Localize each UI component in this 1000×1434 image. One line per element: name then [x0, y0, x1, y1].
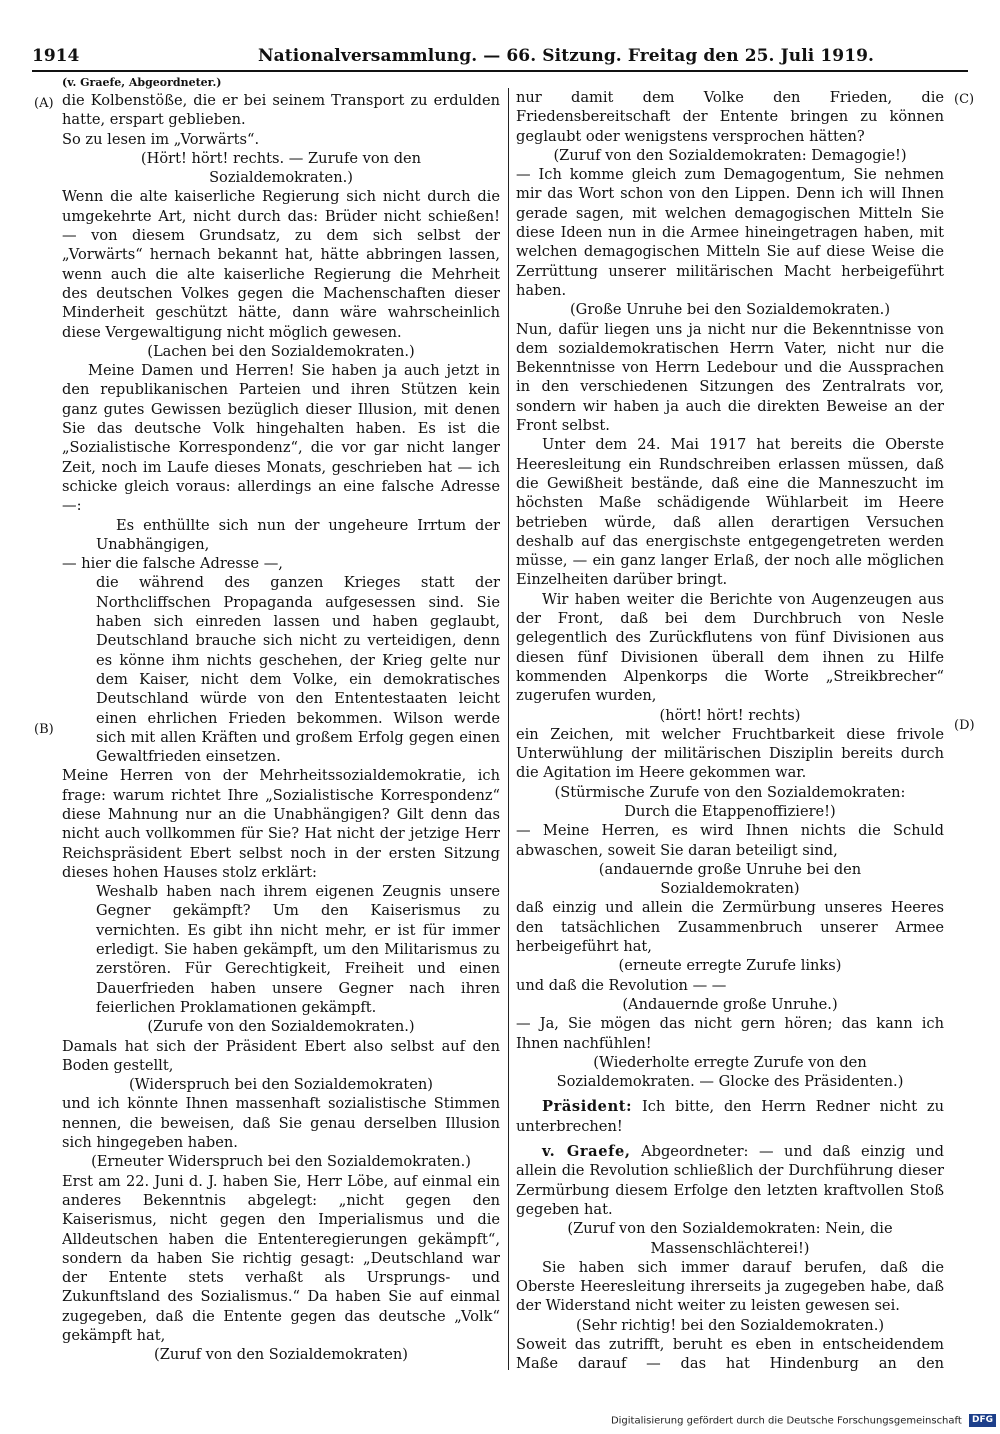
paragraph: Meine Damen und Herren! Sie haben ja auch jetzt in den republikanischen Parteien und ihren Stützen kein ganz gutes Gewissen bezüglich dieser Illusion, mit denen Sie das deutsche Volk hingehalten haben. Es ist die „Sozialistische Korrespondenz“, die vor gar nicht langer Zeit, noch im Laufe dieses Monats, geschrieben hat — ich schicke gleich voraus: allerdings an eine falsche Adresse —: [62, 362, 500, 515]
page-number: 1914 [32, 46, 80, 66]
interjection: (Wiederholte erregte Zurufe von den Sozialdemokraten. — Glocke des Präsidenten.) [556, 1053, 904, 1091]
paragraph: So zu lesen im „Vorwärts“. [62, 130, 260, 148]
right-paragraphs [516, 88, 944, 1376]
paragraph: — Ja, Sie mögen das nicht gern hören; das kann ich Ihnen nachfühlen! [516, 1015, 944, 1052]
interjection: (Zuruf von den Sozialdemokraten: Demagogie!) [553, 146, 907, 164]
interjection: (hört! hört! rechts) [659, 706, 801, 724]
speaker-paragraph [516, 1097, 944, 1136]
speaker-paragraph [516, 1142, 944, 1219]
paragraph: und daß die Revolution — — [516, 976, 727, 994]
paragraph: — Ich komme gleich zum Demagogentum, Sie nehmen mir das Wort schon von den Lippen. Denn ich will Ihnen gerade sagen, mit welchen demagogischen Mitteln Sie diese Ideen nun in die Armee hineingetragen haben, mit welchen demagogischen Mitteln Sie auf diese Weise die Zerrüttung unserer militärischen Macht herbeigeführt haben. [516, 166, 944, 299]
interjection: (Sehr richtig! bei den Sozialdemokraten.) [575, 1316, 885, 1334]
interjection: (Große Unruhe bei den Sozialdemokraten.) [569, 301, 891, 319]
paragraph: Meine Herren von der Mehrheitssozialdemokratie, ich frage: warum richtet Ihre „Sozialistische Korrespondenz“ diese Mahnung nur an die Unabhängigen? Gilt denn das nicht auch vollkommen für Sie? Hat nicht der jetzige Herr Reichspräsident Ebert selbst noch in der ersten Sitzung dieses hohen Hauses stolz erklärt: [62, 767, 500, 881]
right-column [516, 88, 944, 1376]
paragraph: Wenn die alte kaiserliche Regierung sich nicht durch die umgekehrte Art, nicht durch das: Brüder nicht schießen! — von diesem Grundsatz, zu dem sich selbst der „Vorwärts“ hernach bekannt hat, hätte abbringen lassen, wenn auch die alte kaiserliche Regierung die Mehrheit des deutschen Volkes gegen die Machenschaften dieser Minderheit geschützt hätte, dann wäre wahrscheinlich diese Vergewaltigung nicht möglich gewesen. [62, 188, 500, 341]
paragraph: daß einzig und allein die Zermürbung unseres Heeres den tatsächlichen Zusammenbruch unserer Armee herbeigeführt hat, [516, 899, 944, 956]
quotation: die während des ganzen Krieges statt der Northcliffschen Propaganda aufgesessen sind. Sie haben sich einreden lassen und haben geglaubt, Deutschland brauche sich nicht zu verteidigen, denn es könne ihm nichts geschehen, der Krieg gelte nur dem Kaiser, nicht dem Volke, ein demokratisches Deutschland würde von den Ententestaaten leicht einen ehrlichen Frieden bekommen. Wilson werde sich mit allen Kräften und großem Erfolg gegen einen Gewaltfrieden einsetzen. [96, 574, 500, 766]
speaker-name: v. Graefe, [542, 1143, 631, 1161]
margin-mark-b: (B) [34, 722, 54, 737]
paragraph: die Kolbenstöße, die er bei seinem Transport zu erdulden hatte, erspart geblieben. [62, 92, 500, 129]
margin-mark-a: (A) [34, 96, 54, 111]
margin-mark-c: (C) [954, 92, 975, 107]
interjection: (Erneuter Widerspruch bei den Sozialdemokraten.) [91, 1153, 471, 1171]
interjection: (Lachen bei den Sozialdemokraten.) [147, 342, 415, 360]
interjection: (erneute erregte Zurufe links) [618, 957, 842, 975]
quotation: Weshalb haben nach ihrem eigenen Zeugnis unsere Gegner gekämpft? Um den Kaiserismus zu vernichten. Es gibt ihn nicht mehr, er ist für immer erledigt. Sie haben gekämpft, um den Militarismus zu zerstören. Für Gerechtigkeit, Freiheit und einen Dauerfrieden haben unsere Gegner nach ihren feierlichen Proklamationen gekämpft. [96, 883, 500, 1016]
speaker-name: Präsident: [542, 1098, 633, 1116]
paragraph: Damals hat sich der Präsident Ebert also selbst auf den Boden gestellt, [62, 1037, 500, 1074]
footer [606, 1414, 996, 1430]
speaker-text: Ich bitte, den Herrn Redner nicht zu unterbrechen! [516, 1098, 944, 1135]
interjection: (Andauernde große Unruhe.) [622, 995, 838, 1013]
paragraph: nur damit dem Volke den Frieden, die Friedensbereitschaft der Entente bringen zu können geglaubt oder wenigstens versprochen hätten? [516, 89, 944, 145]
paragraph: ein Zeichen, mit welcher Fruchtbarkeit diese frivole Unterwühlung der militärischen Disziplin bereits durch die Agitation im Heere gekommen war. [516, 725, 944, 782]
header-rule [32, 70, 968, 72]
interjection: (andauernde große Unruhe bei den Sozialdemokraten) [598, 860, 862, 898]
paragraph: Unter dem 24. Mai 1917 hat bereits die Oberste Heeresleitung ein Rundschreiben erlassen müssen, daß die Gewißheit bestände, daß eine die Manneszucht im höchsten Maße schädigende Wühlarbeit im Heere betrieben würde, daß allen derartigen Versuchen deshalb auf das energischste entgegengetreten werden müsse, — ein ganz langer Erlaß, der noch alle möglichen Einzelheiten darüber bringt. [516, 436, 944, 589]
paragraph: Nun, dafür liegen uns ja nicht nur die Bekenntnisse von dem sozialdemokratischen Herrn Vater, nicht nur die Bekenntnisse von Herrn Ledebour und die Aussprachen in den verschiedenen Sitzungen des Zentralrats vor, sondern wir haben ja auch die direkten Beweise an der Front selbst. [516, 320, 944, 435]
paragraph: Soweit das zutrifft, beruht es eben in entscheidendem Maße darauf — das hat Hindenburg an den [516, 1336, 944, 1373]
interjection: (Zuruf von den Sozialdemokraten: Nein, die Massenschlächterei!) [567, 1220, 893, 1257]
header-title: Nationalversammlung. — 66. Sitzung. Freitag den 25. Juli 1919. [258, 46, 875, 66]
paragraph: und ich könnte Ihnen massenhaft sozialistische Stimmen nennen, die beweisen, daß Sie genau derselben Illusion sich hingegeben haben. [62, 1095, 500, 1152]
speaker-text: Abgeordneter: — und daß einzig und allein die Revolution schließlich der Durchführung dieser Zermürbung diesem Erfolge den letzten kraftvollen Stoß gegeben hat. [516, 1143, 944, 1218]
left-paragraphs [62, 91, 500, 1364]
page-header [32, 44, 968, 70]
left-column [62, 76, 500, 1364]
paragraph: Wir haben weiter die Berichte von Augenzeugen aus der Front, daß bei dem Durchbruch von Nesle gelegentlich des Zurückflutens von fünf Divisionen aus diesen fünf Divisionen überall dem ihnen zu Hilfe kommenden Alpenkorps die Worte „Streikbrecher“ zugerufen wurden, [516, 590, 944, 705]
dfg-logo-icon: DFG [969, 1414, 996, 1427]
column-divider [508, 88, 509, 1370]
interjection: (Hört! hört! rechts. — Zurufe von den Sozialdemokraten.) [140, 149, 422, 187]
speaker-heading: (v. Graefe, Abgeordneter.) [62, 76, 222, 89]
paragraph: — Meine Herren, es wird Ihnen nichts die Schuld abwaschen, soweit Sie daran beteiligt sind, [516, 822, 944, 859]
quotation: Es enthüllte sich nun der ungeheure Irrtum der Unabhängigen, [96, 516, 500, 553]
margin-mark-d: (D) [954, 718, 975, 733]
paragraph: Sie haben sich immer darauf berufen, daß die Oberste Heeresleitung ihrerseits ja zugegeben habe, daß der Widerstand nicht weiter zu leisten gewesen sei. [516, 1258, 944, 1315]
footer-credit: Digitalisierung gefördert durch die Deutsche Forschungsgemeinschaft [610, 1415, 962, 1427]
paragraph: Erst am 22. Juni d. J. haben Sie, Herr Löbe, auf einmal ein anderes Bekenntnis abgelegt: „nicht gegen den Kaiserismus, nicht gegen den Imperialismus und die Alldeutschen haben die Ententeregierungen gekämpft“, sondern da haben Sie richtig gesagt: „Deutschland war der Entente stets verhaßt als Ursprungs- und Zukunftsland des Sozialismus.“ Da haben Sie auf einmal zugegeben, daß die Entente gegen das deutsche „Volk“ gekämpft hat, [62, 1172, 500, 1344]
interjection: (Widerspruch bei den Sozialdemokraten) [128, 1076, 433, 1094]
interjection: (Stürmische Zurufe von den Sozialdemokraten: Durch die Etappenoffiziere!) [554, 783, 906, 820]
interjection: (Zuruf von den Sozialdemokraten) [154, 1346, 408, 1364]
paragraph: — hier die falsche Adresse —, [62, 555, 283, 573]
interjection: (Zurufe von den Sozialdemokraten.) [147, 1018, 415, 1036]
